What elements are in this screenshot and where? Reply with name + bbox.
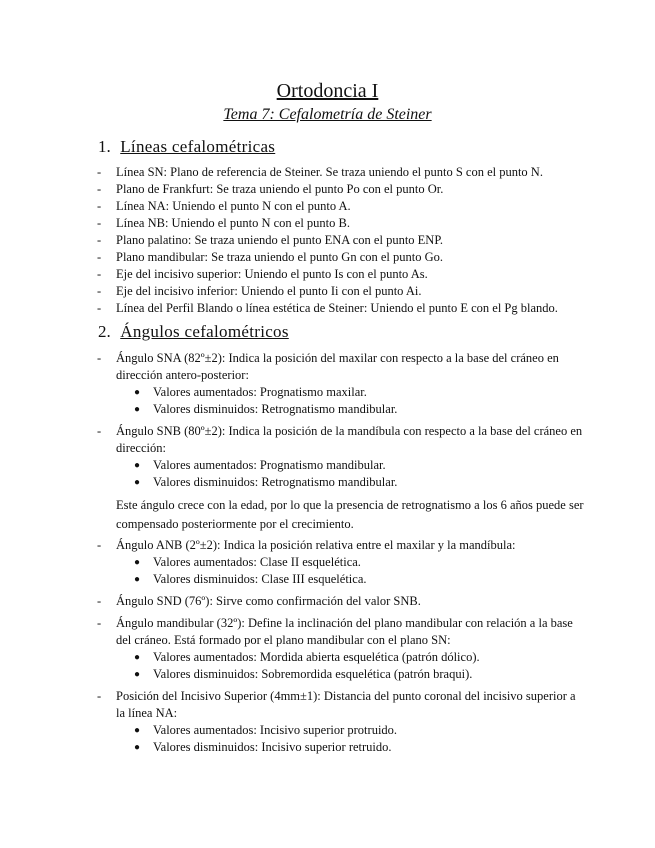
section-heading-angulos xyxy=(98,322,289,342)
angle-sna-text: Ángulo SNA (82º±2): Indica la posición del maxilar con respecto a la base del cráneo en dirección antero-posterior: xyxy=(116,351,559,382)
bullet-icon: ● xyxy=(134,652,141,663)
section-heading-lineas xyxy=(98,137,275,157)
section-label: Ángulos cefalométricos xyxy=(120,322,289,341)
list-dash: - xyxy=(97,594,102,608)
document-page: Ortodoncia I Tema 7: Cefalometría de Steiner 1. Líneas cefalométricas - Línea SN: Plano de referencia de Steiner. Se traza uniendo el punto S con el punto N. - Plano de Frankfurt: Se traza uniendo el punto Po con el punto Or. - Línea NA: Uniendo el punto N con el punto A. - Línea NB: Uniendo el punto N con el punto B. - Plano palatino: Se traza uniendo el punto ENA con el punto ENP. - Plano mandibular: Se traza uniendo el punto Gn con el punto Go. - Eje del incisivo superior: Uniendo el punto Is con el punto As. - Eje del incisivo inferior: Uniendo el punto Ii con el punto Ai. - Línea del Perfil Blando o línea estética de Steiner: Uniendo el punto E con el Pg blando. 2. Ángulos cefalométricos - Ángulo SNA (82º±2): Indica la posición del maxilar con respecto a la base del cráneo en dirección antero-posterior: ● Valores aumentados: Prognatismo maxilar. ● Valores disminuidos: Retrognatismo mandibular. - Ángulo SNB (80º±2): Indica la posición de la mandíbula con respecto a la base del cráneo en dirección: ● Valores aumentados: Prognatismo mandibular. ● Valores disminuidos: Retrognatismo mandibular. Este ángulo crece con la edad, por lo que la presencia de retrognatismo a los 6 años puede ser compensado posteriormente por el crecimiento. - Ángulo ANB (2º±2): Indica la posición relativa entre el maxilar y la mandíbula: ● Valores aumentados: Clase II esquelética. ● Valores disminuidos: Clase III esquelética. - Ángulo SND (76º): Sirve como confirmación del valor SNB. - Ángulo mandibular (32º): Define la inclinación del plano mandibular con relación a la base del cráneo. Está formado por el plano mandibular con el plano SN: ● Valores aumentados: Mordida abierta esquelética (patrón dólico). ● Valores disminuidos: Sobremordida esquelética (patrón braqui). - Posición del Incisivo Superior (4mm±1): Distancia del punto coronal del incisivo superior a la línea NA: ● Valores aumentados: Incisivo superior protruido. ● Valores disminuidos: Incisivo superior retruido. xyxy=(0,0,655,848)
list-dash: - xyxy=(97,351,102,365)
list-dash: - xyxy=(97,689,102,703)
page-title: Ortodoncia I xyxy=(276,80,379,102)
angle-anb-text: Ángulo ANB (2º±2): Indica la posición relativa entre el maxilar y la mandíbula: xyxy=(116,538,516,552)
bullet-icon: ● xyxy=(134,557,141,568)
section-number: 1. xyxy=(98,137,111,156)
angle-mandibular-text: Ángulo mandibular (32º): Define la inclinación del plano mandibular con relación a la base del cráneo. Está formado por el plano mandibular con el plano SN: xyxy=(116,616,573,647)
bullet-icon: ● xyxy=(134,404,141,415)
list-dash: - xyxy=(97,538,102,552)
bullet-icon: ● xyxy=(134,387,141,398)
incisor-position-text: Posición del Incisivo Superior (4mm±1): Distancia del punto coronal del incisivo superior a la línea NA: xyxy=(116,689,576,720)
angle-snb-note: Este ángulo crece con la edad, por lo que la presencia de retrognatismo a los 6 años puede ser compensado posteriormente por el crecimiento. xyxy=(116,498,584,531)
section-label: Líneas cefalométricas xyxy=(120,137,276,156)
bullet-icon: ● xyxy=(134,669,141,680)
bullet-icon: ● xyxy=(134,460,141,471)
list-dash: - xyxy=(97,424,102,438)
bullet-icon: ● xyxy=(134,574,141,585)
section-number: 2. xyxy=(98,322,111,341)
angle-snd-text: Ángulo SND (76º): Sirve como confirmación del valor SNB. xyxy=(116,594,421,608)
list-dash: - xyxy=(97,616,102,630)
bullet-icon: ● xyxy=(134,477,141,488)
page-subtitle: Tema 7: Cefalometría de Steiner xyxy=(223,106,432,123)
bullet-icon: ● xyxy=(134,725,141,736)
angle-snb-text: Ángulo SNB (80º±2): Indica la posición de la mandíbula con respecto a la base del cráneo en dirección: xyxy=(116,424,583,455)
bullet-icon: ● xyxy=(134,742,141,753)
